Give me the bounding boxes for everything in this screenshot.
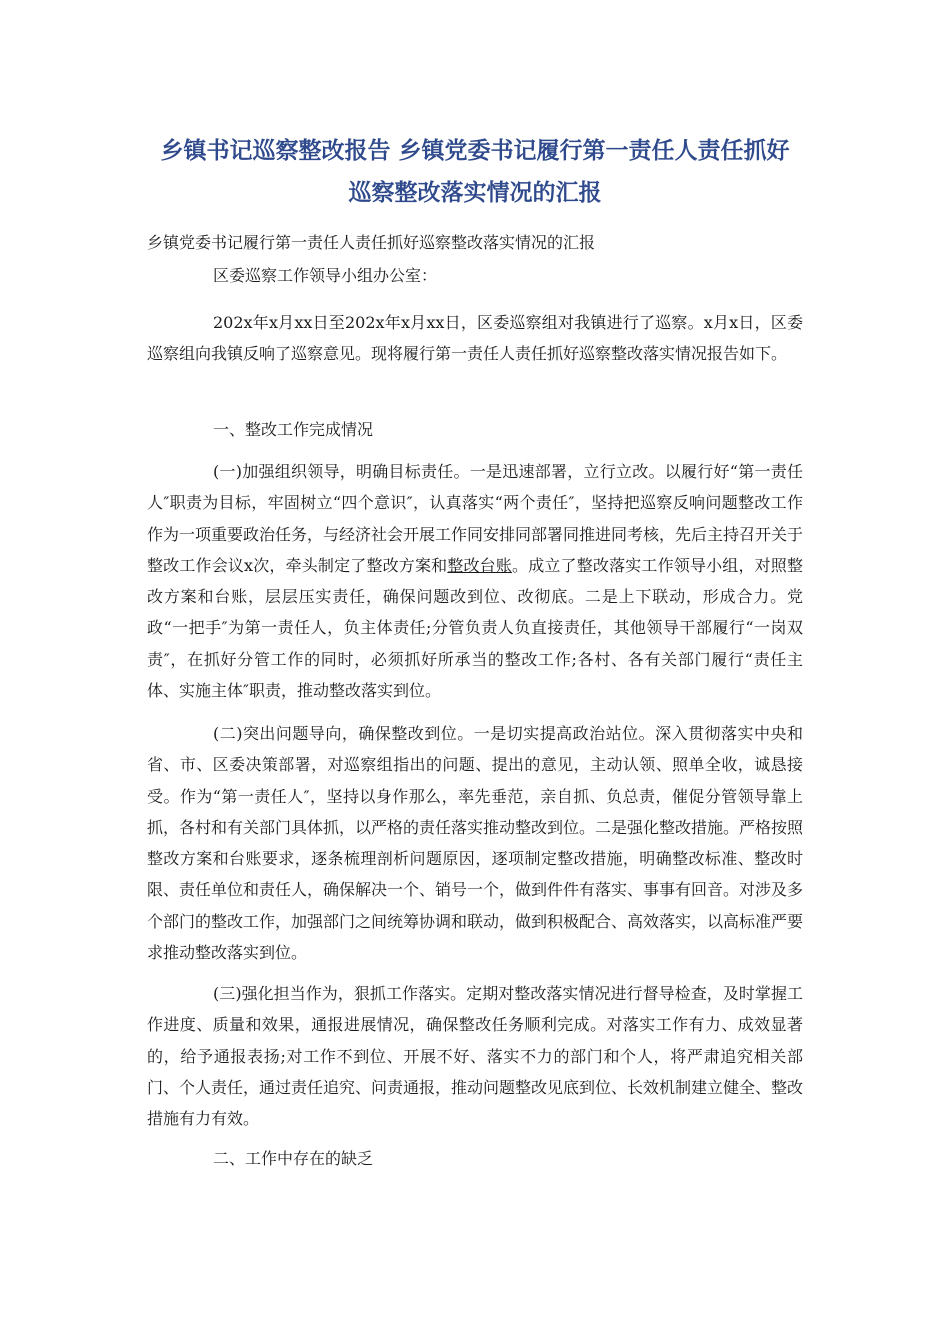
document-subtitle: 乡镇党委书记履行第一责任人责任抓好巡察整改落实情况的汇报: [147, 233, 596, 252]
item1-underlined-term: 整改台账: [447, 555, 513, 575]
section2-heading: 二、工作中存在的缺乏: [213, 1149, 374, 1168]
section1-heading: 一、整改工作完成情况: [213, 420, 374, 439]
document-title-line1: 乡镇书记巡察整改报告 乡镇党委书记履行第一责任人责任抓好: [160, 138, 790, 164]
salutation: 区委巡察工作领导小组办公室：: [213, 266, 438, 285]
item2-paragraph: (二)突出问题导向，确保整改到位。一是切实提高政治站位。深入贯彻落实中央和省、市、区委决策部署，对巡察组指出的问题、提出的意见，主动认领、照单全收，诚恳接受。作为“第一责任人″，坚持以身作那么，率先垂范，亲自抓、负总责，催促分管领导靠上抓，各村和有关部门具体抓，以严格的责任落实推动整改到位。二是强化整改措施。严格按照整改方案和台账要求，逐条梳理剖析问题原因，逐项制定整改措施，明确整改标准、整改时限、责任单位和责任人，确保解决一个、销号一个，做到件件有落实、事事有回音。对涉及多个部门的整改工作，加强部门之间统筹协调和联动，做到积极配合、高效落实，以高标准严要求推动整改落实到位。: [147, 724, 804, 963]
item1-text-after: 。成立了整改落实工作领导小组，对照整改方案和台账，层层压实责任，确保问题改到位、改彻底。二是上下联动，形成合力。党政“一把手″为第一责任人，负主体责任;分管负责人负直接责任，其他领导干部履行“一岗双责″，在抓好分管工作的同时，必须抓好所承当的整改工作;各村、各有关部门履行“责任主体、实施主体″职责，推动整改落实到位。: [147, 555, 803, 701]
intro-paragraph: 202x年x月xx日至202x年x月xx日，区委巡察组对我镇进行了巡察。x月x日，区委巡察组向我镇反响了巡察意见。现将履行第一责任人责任抓好巡察整改落实情况报告如下。: [147, 313, 803, 364]
document-title-line2: 巡察整改落实情况的汇报: [348, 180, 602, 206]
item3-paragraph: (三)强化担当作为，狠抓工作落实。定期对整改落实情况进行督导检查，及时掌握工作进度、质量和效果，通报进展情况，确保整改任务顺利完成。对落实工作有力、成效显著的，给予通报表扬;对工作不到位、开展不好、落实不力的部门和个人，将严肃追究相关部门、个人责任，通过责任追究、问责通报，推动问题整改见底到位、长效机制建立健全、整改措施有力有效。: [147, 984, 804, 1129]
item1-text-before: (一)加强组织领导，明确目标责任。一是迅速部署，立行立改。以履行好“第一责任人″职责为目标，牢固树立“四个意识″，认真落实“两个责任″，坚持把巡察反响问题整改工作作为一项重要政治任务，与经济社会开展工作同安排同部署同推进同考核，先后主持召开关于整改工作会议x次，牵头制定了整改方案和: [147, 462, 804, 575]
item1-paragraph: [147, 456, 803, 706]
